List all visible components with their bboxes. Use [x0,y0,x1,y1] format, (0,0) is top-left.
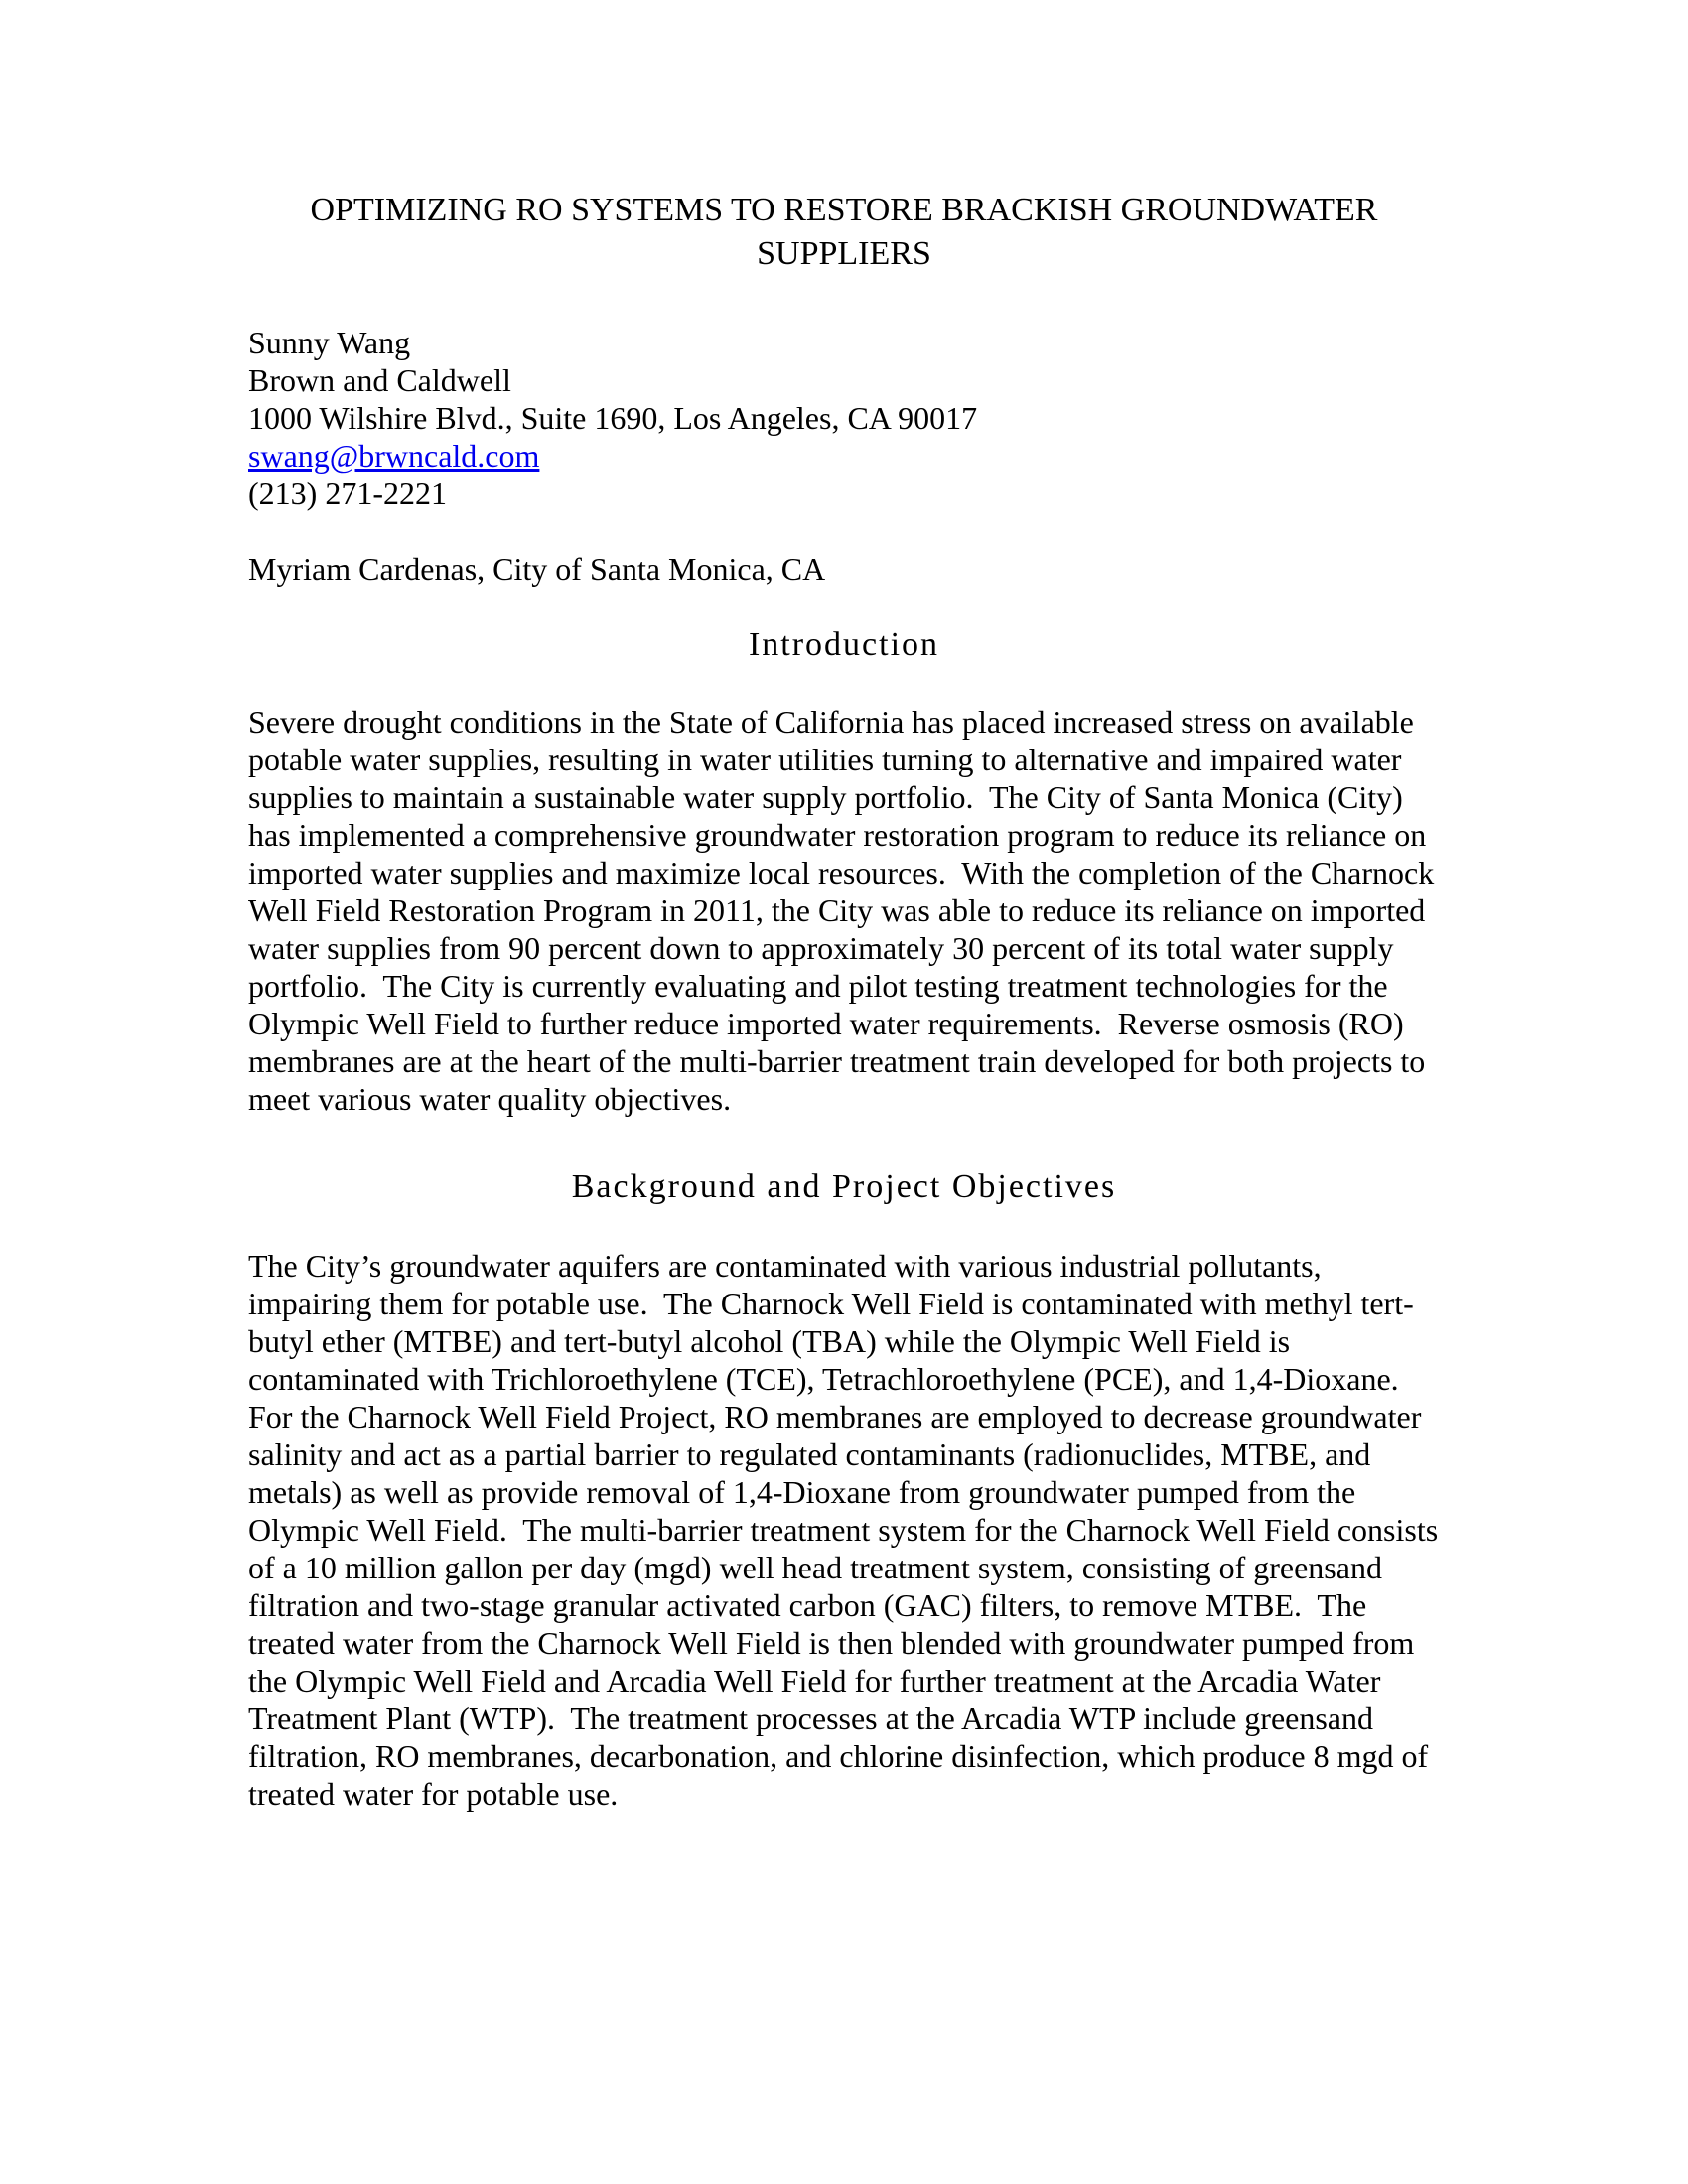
section-heading-introduction: Introduction [748,626,940,663]
section-body-background: The City’s groundwater aquifers are contaminated with various industrial pollutants, impairing them for potable use. The Charnock Well Field is contaminated with methyl tert-butyl ether (MTBE) and tert-butyl alcohol (TBA) while the Olympic Well Field is contaminated with Trichloroethylene (TCE), Tetrachloroethylene (PCE), and 1,4-Dioxane. For the Charnock Well Field Project, RO membranes are employed to decrease groundwater salinity and act as a partial barrier to regulated contaminants (radionuclides, MTBE, and metals) as well as provide removal of 1,4-Dioxane from groundwater pumped from the Olympic Well Field. The multi-barrier treatment system for the Charnock Well Field consists of a 10 million gallon per day (mgd) well head treatment system, consisting of greensand filtration and two-stage granular activated carbon (GAC) filters, to remove MTBE. The treated water from the Charnock Well Field is then blended with groundwater pumped from the Olympic Well Field and Arcadia Well Field for further treatment at the Arcadia Water Treatment Plant (WTP). The treatment processes at the Arcadia WTP include greensand filtration, RO membranes, decarbonation, and chlorine disinfection, which produce 8 mgd of treated water for potable use. [248,1248,1447,1812]
author-phone: (213) 271-2221 [248,476,447,511]
author-affiliation: Brown and Caldwell [248,362,511,398]
author-email-line [248,437,1440,475]
author-block [248,324,1440,512]
author-name: Sunny Wang [248,325,411,360]
section-heading-background: Background and Project Objectives [571,1168,1117,1205]
document-title: OPTIMIZING RO SYSTEMS TO RESTORE BRACKISH GROUNDWATER SUPPLIERS [310,192,1378,272]
author-address: 1000 Wilshire Blvd., Suite 1690, Los Angeles, CA 90017 [248,400,978,436]
coauthor-line: Myriam Cardenas, City of Santa Monica, CA [248,551,826,587]
section-body-introduction: Severe drought conditions in the State of California has placed increased stress on available potable water supplies, resulting in water utilities turning to alternative and impaired water supplies to maintain a sustainable water supply portfolio. The City of Santa Monica (City) has implemented a comprehensive groundwater restoration program to reduce its reliance on imported water supplies and maximize local resources. With the completion of the Charnock Well Field Restoration Program in 2011, the City was able to reduce its reliance on imported water supplies from 90 percent down to approximately 30 percent of its total water supply portfolio. The City is currently evaluating and pilot testing treatment technologies for the Olympic Well Field to further reduce imported water requirements. Reverse osmosis (RO) membranes are at the heart of the multi-barrier treatment train developed for both projects to meet various water quality objectives. [248,704,1442,1117]
author-email-link[interactable]: swang@brwncald.com [248,438,540,474]
